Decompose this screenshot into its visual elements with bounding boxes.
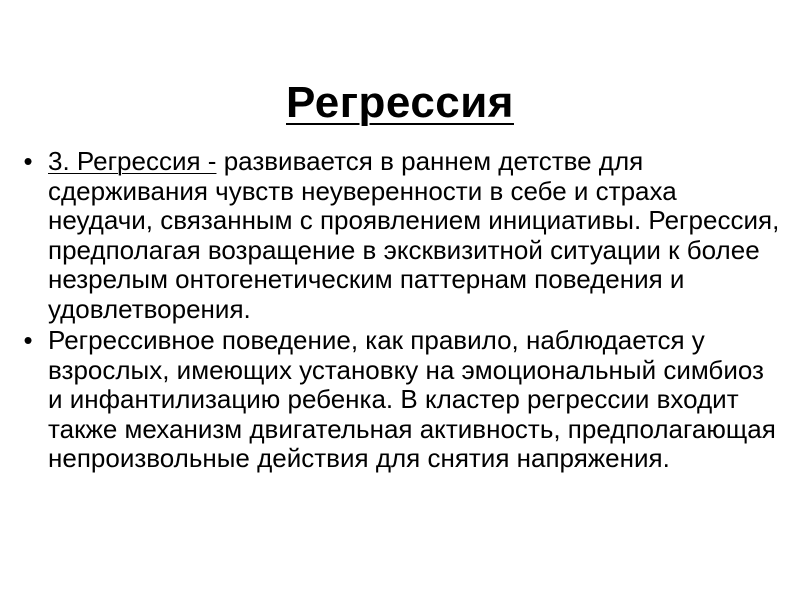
bullet-item — [18, 147, 784, 324]
bullet-dot-icon: • — [23, 325, 33, 355]
bullet-list — [18, 147, 784, 476]
bullet-text: развивается в раннем детстве для сдерживания чувств неуверенности в себе и страха неудачи, связанным с проявлением инициативы. Регрессия, предполагая возращение в эксквизитной ситуации к более незрелым онтогенетическим паттернам поведения и удовлетворения. — [48, 146, 780, 324]
bullet-item — [18, 326, 784, 474]
bullet-dot-icon: • — [23, 146, 33, 176]
bullet-text: Регрессивное поведение, как правило, наблюдается у взрослых, имеющих установку на эмоциональный симбиоз и инфантилизацию ребенка. В кластер регрессии входит также механизм двигательная активность, предполагающая непроизвольные действия для снятия напряжения. — [48, 325, 776, 473]
slide-title: Регрессия — [286, 78, 514, 128]
bullet-lead: 3. Регрессия - — [48, 146, 217, 176]
